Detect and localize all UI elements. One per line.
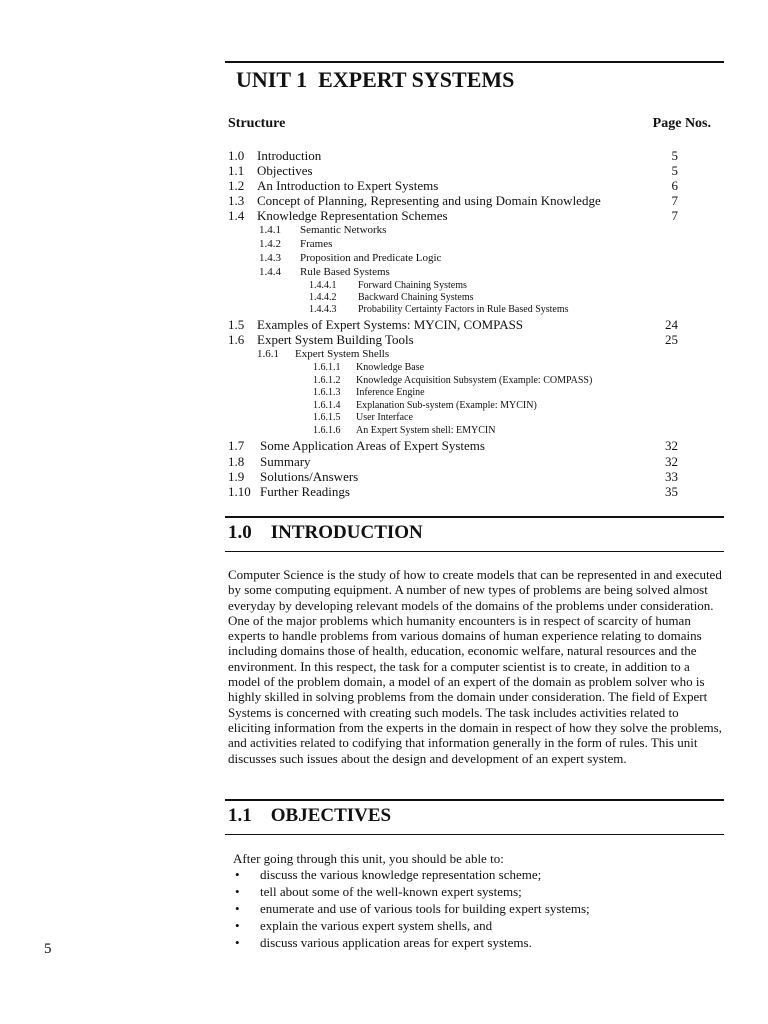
toc-title: Concept of Planning, Representing and using Domain Knowledge: [257, 193, 601, 208]
objectives-list: [233, 867, 590, 952]
toc-title: Further Readings: [260, 484, 350, 499]
toc-entry-1-1[interactable]: [0, 163, 768, 179]
toc-number: 1.6.1.1: [313, 362, 341, 373]
toc-number: 1.8: [228, 454, 245, 469]
list-item: [233, 935, 590, 952]
toc-number: 1.5: [228, 317, 245, 332]
toc-title: User Interface: [356, 412, 413, 423]
toc-number: 1.4.4.2: [309, 292, 337, 303]
list-item: [233, 867, 590, 884]
toc-page: 7: [671, 208, 678, 223]
toc-title: Knowledge Representation Schemes: [257, 208, 448, 223]
toc-title: Probability Certainty Factors in Rule Based Systems: [358, 304, 569, 315]
objective-text: discuss the various knowledge representation scheme;: [260, 867, 542, 882]
toc-title: Frames: [300, 238, 333, 250]
objective-text: discuss various application areas for expert systems.: [260, 935, 532, 950]
toc-entry-1-2[interactable]: [0, 178, 768, 194]
toc-page: 32: [665, 438, 678, 453]
toc-page: 6: [671, 178, 678, 193]
intro-top-rule: [225, 516, 724, 518]
toc-title: An Introduction to Expert Systems: [257, 178, 439, 193]
toc-page: 35: [665, 484, 678, 499]
toc-page: 7: [671, 193, 678, 208]
introduction-heading: 1.0 INTRODUCTION: [228, 522, 423, 543]
toc-number: 1.4.4.3: [309, 304, 337, 315]
bullet-icon: •: [235, 901, 240, 916]
toc-title: Examples of Expert Systems: MYCIN, COMPASS: [257, 317, 524, 332]
objective-text: explain the various expert system shells, and: [260, 918, 493, 933]
toc-title: Inference Engine: [356, 387, 425, 398]
toc-number: 1.10: [228, 484, 251, 499]
bullet-icon: •: [235, 884, 240, 899]
toc-number: 1.4: [228, 208, 245, 223]
toc-number: 1.6.1.2: [313, 375, 341, 386]
toc-entry-1-10[interactable]: [0, 484, 768, 500]
toc-page: 32: [665, 454, 678, 469]
toc-title: Proposition and Predicate Logic: [300, 252, 442, 264]
introduction-paragraph: Computer Science is the study of how to create models that can be represented in and executed by some computing equipment. A number of new types of problems are being solved almost everyday by developing relevant models of the domains of the problems under consideration. One of the major problems which humanity encounters is in respect of scarcity of human experts to handle problems from various domains of human experience relating to domains including domains those of health, education, economic welfare, natural resources and the environment. In this respect, the task for a computer scientist is to create, in addition to a model of the problem domain, a model of an expert of the domain as problem solver who is highly skilled in solving problems from the domain under consideration. The field of Expert Systems is concerned with creating such models. The task includes activities related to eliciting information from the experts in the domain in respect of how they solve the problems, and activities related to codifying that information generally in the form of rules. This unit discusses such issues about the design and development of an expert system.: [228, 567, 722, 766]
toc-number: 1.6.1.6: [313, 425, 341, 436]
toc-entry-1-6[interactable]: [0, 332, 768, 348]
toc-entry-1-3[interactable]: [0, 193, 768, 209]
toc-number: 1.6.1.5: [313, 412, 341, 423]
toc-number: 1.6.1.3: [313, 387, 341, 398]
toc-title: Rule Based Systems: [300, 266, 390, 278]
objective-text: tell about some of the well-known expert systems;: [260, 884, 522, 899]
toc-title: Summary: [260, 454, 311, 469]
toc-number: 1.6.1.4: [313, 400, 341, 411]
toc-title: Objectives: [257, 163, 313, 178]
objectives-top-rule: [225, 799, 724, 801]
toc-number: 1.2: [228, 178, 245, 193]
toc-number: 1.6: [228, 332, 245, 347]
toc-title: Expert System Shells: [295, 348, 390, 360]
objectives-bottom-rule: [225, 834, 724, 835]
objectives-intro: After going through this unit, you should be able to:: [233, 851, 504, 866]
toc-title: Knowledge Base: [356, 362, 425, 373]
toc-page: 5: [671, 148, 678, 163]
toc-entry-1-5[interactable]: [0, 317, 768, 333]
toc-title: Expert System Building Tools: [257, 332, 414, 347]
toc-page: 5: [671, 163, 678, 178]
toc-entry-1-8[interactable]: [0, 454, 768, 470]
page-number: 5: [44, 941, 52, 957]
toc-number: 1.0: [228, 148, 245, 163]
toc-page: 25: [665, 332, 678, 347]
toc-title: Knowledge Acquisition Subsystem (Example: COMPASS): [356, 375, 593, 386]
toc-entry-1-9[interactable]: [0, 469, 768, 485]
toc-number: 1.4.2: [259, 238, 281, 250]
toc-page: 24: [665, 317, 678, 332]
intro-bottom-rule: [225, 551, 724, 552]
toc-number: 1.4.1: [259, 224, 281, 236]
toc-title: Forward Chaining Systems: [358, 280, 467, 291]
toc-number: 1.1: [228, 163, 245, 178]
toc-number: 1.4.3: [259, 252, 281, 264]
toc-number: 1.4.4.1: [309, 280, 337, 291]
toc-entry-1-4[interactable]: [0, 208, 768, 224]
unit-title: UNIT 1 EXPERT SYSTEMS: [236, 67, 515, 92]
toc-title: Introduction: [257, 148, 322, 163]
toc-title: An Expert System shell: EMYCIN: [356, 425, 496, 436]
bullet-icon: •: [235, 918, 240, 933]
list-item: [233, 901, 590, 918]
toc-number: 1.3: [228, 193, 245, 208]
toc-title: Some Application Areas of Expert Systems: [260, 438, 485, 453]
toc-title: Explanation Sub-system (Example: MYCIN): [356, 400, 537, 411]
toc-entry-1-0[interactable]: [0, 148, 768, 164]
toc-title: Backward Chaining Systems: [358, 292, 474, 303]
toc-title: Semantic Networks: [300, 224, 387, 236]
toc-number: 1.7: [228, 438, 245, 453]
toc-number: 1.9: [228, 469, 245, 484]
toc-entry-1-7[interactable]: [0, 438, 768, 454]
list-item: [233, 918, 590, 935]
structure-label: Structure: [228, 116, 286, 131]
bullet-icon: •: [235, 867, 240, 882]
toc-number: 1.4.4: [259, 266, 281, 278]
list-item: [233, 884, 590, 901]
toc-page: 33: [665, 469, 678, 484]
objective-text: enumerate and use of various tools for building expert systems;: [260, 901, 590, 916]
bullet-icon: •: [235, 935, 240, 950]
page-nos-label: Page Nos.: [652, 116, 711, 131]
top-rule: [225, 61, 724, 63]
toc-title: Solutions/Answers: [260, 469, 359, 484]
toc-number: 1.6.1: [257, 348, 279, 360]
objectives-heading: 1.1 OBJECTIVES: [228, 805, 392, 826]
